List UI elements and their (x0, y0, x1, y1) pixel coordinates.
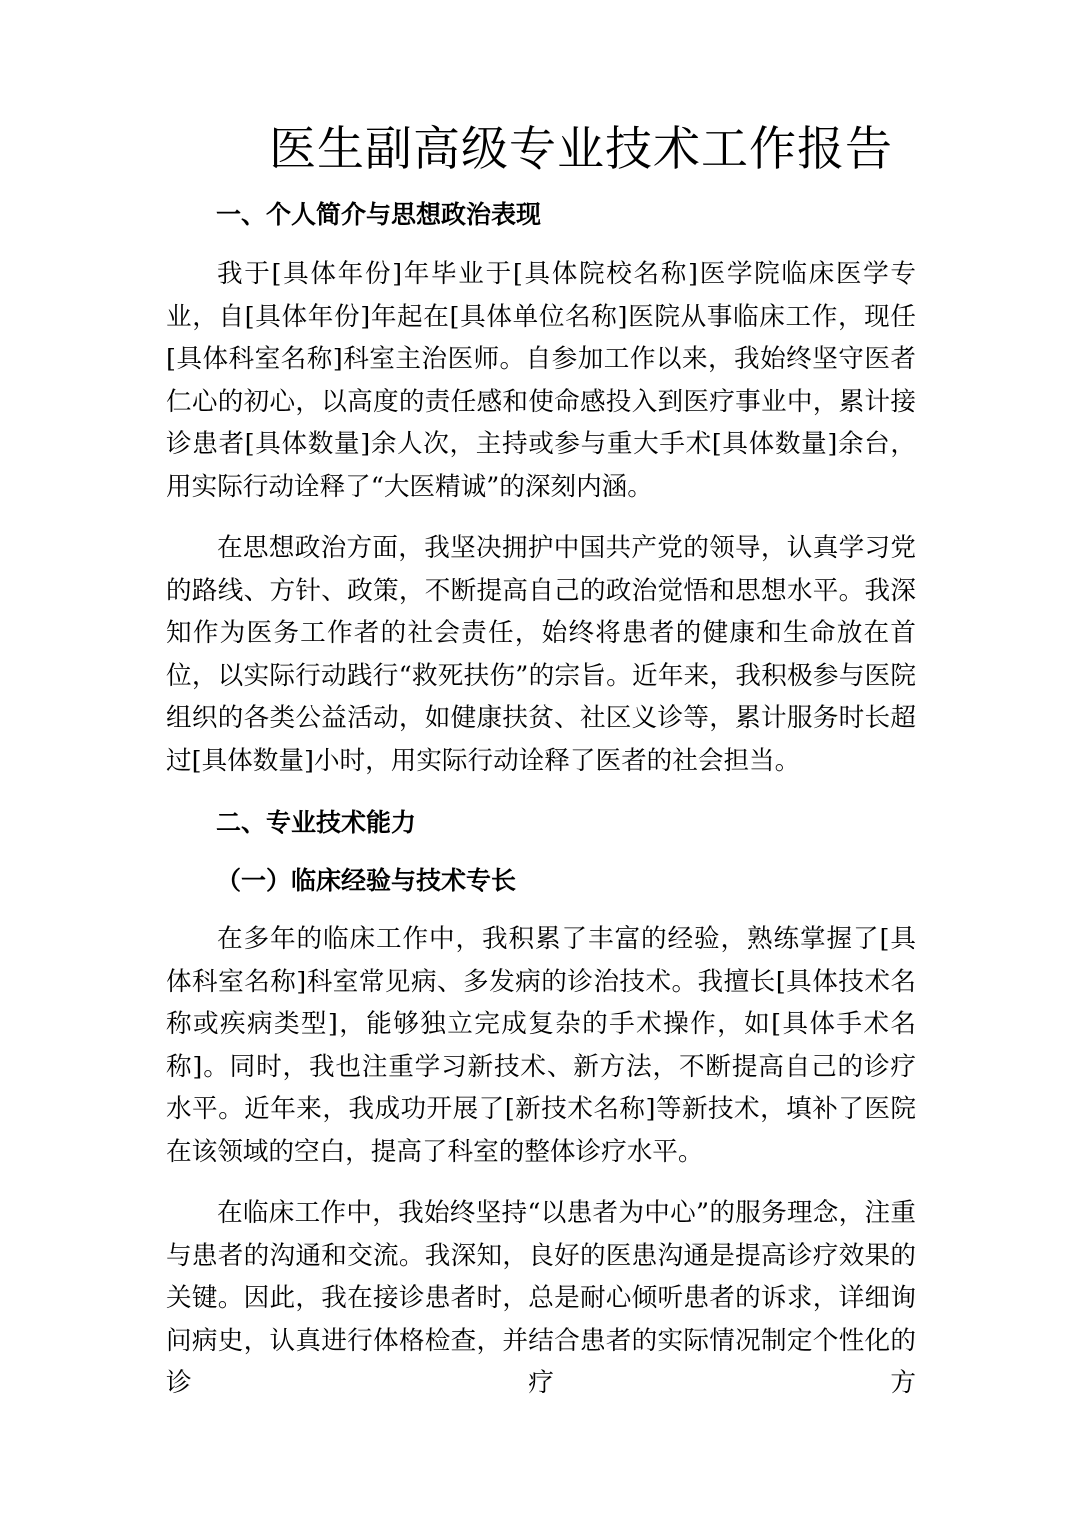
section-heading-1: 一、个人简介与思想政治表现 (216, 200, 542, 229)
section-heading-2: 二、专业技术能力 (216, 808, 417, 837)
paragraph-4: 在临床工作中，我始终坚持“以患者为中心”的服务理念，注重与患者的沟通和交流。我深知，良好的医患沟通是提高诊疗效果的关键。因此，我在接诊患者时，总是耐心倾听患者的诉求，详细询问病史，认真进行体格检查，并结合患者的实际情况制定个性化的诊疗方 (166, 1198, 916, 1399)
paragraph-3: 在多年的临床工作中，我积累了丰富的经验，熟练掌握了[具体科室名称]科室常见病、多发病的诊治技术。我擅长[具体技术名称或疾病类型]，能够独立完成复杂的手术操作，如[具体手术名称]。同时，我也注重学习新技术、新方法，不断提高自己的诊疗水平。近年来，我成功开展了[新技术名称]等新技术，填补了医院在该领域的空白，提高了科室的整体诊疗水平。 (166, 924, 916, 1167)
subsection-heading-1: （一）临床经验与技术专长 (216, 866, 517, 895)
paragraph-1: 我于[具体年份]年毕业于[具体院校名称]医学院临床医学专业，自[具体年份]年起在[具体单位名称]医院从事临床工作，现任[具体科室名称]科室主治医师。自参加工作以来，我始终坚守医者仁心的初心，以高度的责任感和使命感投入到医疗事业中，累计接诊患者[具体数量]余人次，主持或参与重大手术[具体数量]余台，用实际行动诠释了“大医精诚”的深刻内涵。 (166, 259, 916, 502)
document-title: 医生副高级专业技术工作报告 (269, 122, 893, 177)
paragraph-2: 在思想政治方面，我坚决拥护中国共产党的领导，认真学习党的路线、方针、政策，不断提高自己的政治觉悟和思想水平。我深知作为医务工作者的社会责任，始终将患者的健康和生命放在首位，以实际行动践行“救死扶伤”的宗旨。近年来，我积极参与医院组织的各类公益活动，如健康扶贫、社区义诊等，累计服务时长超过[具体数量]小时，用实际行动诠释了医者的社会担当。 (166, 533, 916, 776)
